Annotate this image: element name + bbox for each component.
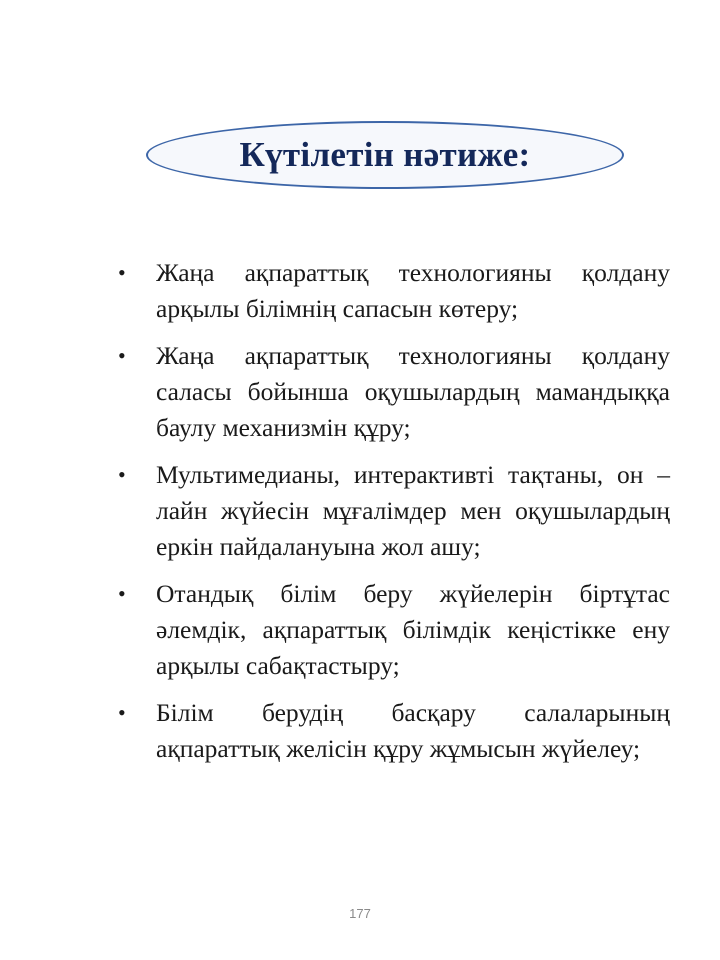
list-item-text: Білім берудің басқару салаларының ақпараттық желісін құру жұмысын жүйелеу; bbox=[156, 698, 670, 763]
list-item bbox=[118, 576, 670, 684]
bullet-icon: • bbox=[118, 343, 126, 368]
list-item-text: Мультимедианы, интерактивті тақтаны, он – лайн жүйесін мұғалімдер мен оқушылардың еркін пайдалануына жол ашу; bbox=[156, 460, 670, 561]
page-title: Күтілетін нәтиже: bbox=[239, 135, 531, 174]
bullet-icon: • bbox=[118, 700, 126, 725]
list-item-text: Жаңа ақпараттық технологияны қолдану арқылы білімнің сапасын көтеру; bbox=[156, 258, 670, 323]
bullet-icon: • bbox=[118, 260, 126, 285]
list-item-text: Жаңа ақпараттық технологияны қолдану саласы бойынша оқушылардың мамандыққа баулу механизмін құру; bbox=[156, 341, 670, 442]
bullet-icon: • bbox=[118, 462, 126, 487]
bullet-icon: • bbox=[118, 581, 126, 606]
page-number: 177 bbox=[349, 906, 371, 921]
list-item bbox=[118, 457, 670, 565]
list-item bbox=[118, 695, 670, 767]
list-item bbox=[118, 338, 670, 446]
bullet-list bbox=[118, 255, 670, 778]
list-item-text: Отандық білім беру жүйелерін біртұтас әлемдік, ақпараттық білімдік кеңістікке ену арқылы сабақтастыру; bbox=[156, 579, 670, 680]
title-oval bbox=[146, 121, 624, 189]
list-item bbox=[118, 255, 670, 327]
